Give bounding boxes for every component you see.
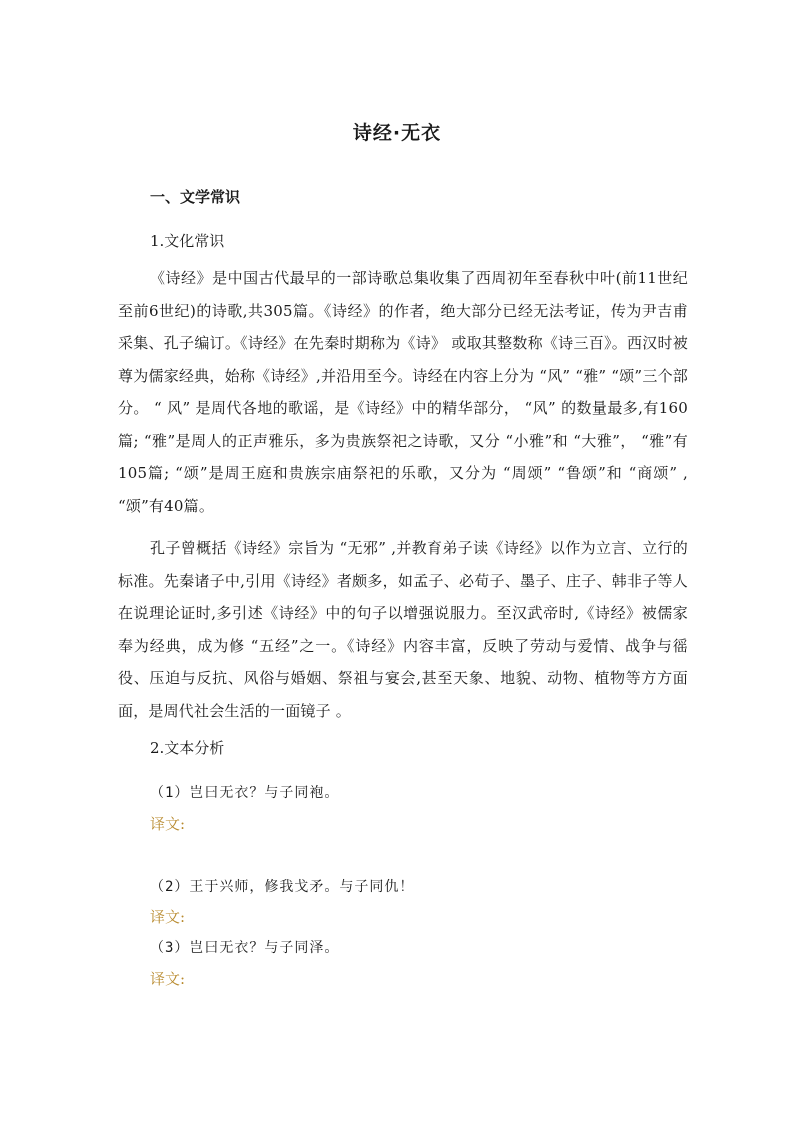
- question-line-1: （1）岂曰无衣？与子同袍。: [150, 785, 340, 801]
- question-line-2: （2）王于兴师，修我戈矛。与子同仇！: [150, 879, 415, 895]
- translation-label-1: 译文:: [150, 815, 186, 833]
- subheading-text-analysis: 2.文本分析: [150, 739, 225, 757]
- question-line-3: （3）岂曰无衣？与子同泽。: [150, 940, 340, 956]
- subheading-cultural-knowledge: 1.文化常识: [150, 232, 225, 250]
- paragraph-shijing-intro: 《诗经》是中国古代最早的一部诗歌总集收集了西周初年至春秋中叶(前11世纪至前6世纪)的诗歌,共305篇。《诗经》的作者，绝大部分已经无法考证，传为尹吉甫采集、孔子编订。《诗经》在先秦时期称为《诗》 或取其整数称《诗三百》。西汉时被尊为儒家经典，始称《诗经》,并沿用至今。诗经在内容上分为 “风” “雅” “颂”三个部分。 “ 风” 是周代各地的歌谣，是《诗经》中的精华部分， “风” 的数量最多,有160篇; “雅”是周人的正声雅乐，多为贵族祭祀之诗歌，又分 “小雅”和 “大雅”， “雅”有105篇; “颂”是周王庭和贵族宗庙祭祀的乐歌，又分为 “周颂” “鲁颂”和 “商颂” , “颂”有40篇。: [118, 269, 688, 515]
- translation-label-2: 译文:: [150, 908, 186, 926]
- section-heading-literary-knowledge: 一、文学常识: [150, 188, 241, 206]
- paragraph-confucius-shijing: 孔子曾概括《诗经》宗旨为 “无邪” ,并教育弟子读《诗经》以作为立言、立行的标准。先秦诸子中,引用《诗经》者颇多，如孟子、必荀子、墨子、庄子、韩非子等人在说理论证时,多引述《诗经》中的句子以增强说服力。至汉武帝时,《诗经》被儒家奉为经典，成为修 “五经”之一。《诗经》内容丰富，反映了劳动与爱情、战争与徭役、压迫与反抗、风俗与婚姻、祭祖与宴会,甚至天象、地貌、动物、植物等方方面面，是周代社会生活的一面镜子 。: [118, 539, 688, 720]
- page-title: 诗经·无衣: [352, 122, 442, 144]
- translation-label-3: 译文:: [150, 970, 186, 988]
